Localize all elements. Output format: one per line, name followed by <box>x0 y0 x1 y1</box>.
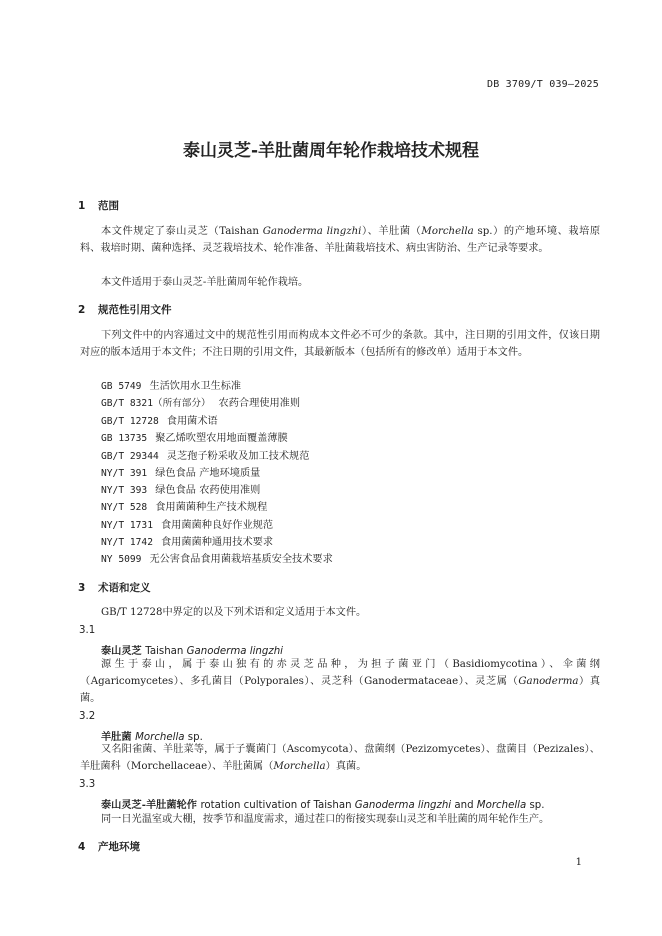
clause-number: 3.2 <box>79 711 96 722</box>
page-number: 1 <box>575 857 582 868</box>
applicability-paragraph: 本文件适用于泰山灵芝-羊肚菌周年轮作栽培。 <box>101 277 309 288</box>
term-definition: 又名阳雀菌、羊肚菜等，属于子囊菌门（Ascomycota）、盘菌纲（Pezizomycetes）、盘菌目（Pezizales）、羊肚菌科（Morchellaceae）、羊肚菌属（Morchella）真菌。 <box>80 744 600 772</box>
normative-references-intro: 下列文件中的内容通过文中的规范性引用而构成本文件必不可少的条款。其中，注日期的引用文件，仅该日期对应的版本适用于本文件；不注日期的引用文件，其最新版本（包括所有的修改单）适用于本文件。 <box>80 330 600 358</box>
reference-item: GB/T 29344 灵芝孢子粉采收及加工技术规范 <box>101 451 310 462</box>
section-heading-4: 4 产地环境 <box>78 841 140 853</box>
reference-item: NY/T 1731 食用菌菌种良好作业规范 <box>101 520 274 531</box>
section-heading-1: 1 范围 <box>78 200 119 212</box>
reference-item: GB 5749 生活饮用水卫生标准 <box>101 381 242 392</box>
term-title: 羊肚菌 Morchella sp. <box>101 731 203 743</box>
reference-item: GB 13735 聚乙烯吹塑农用地面覆盖薄膜 <box>101 433 288 444</box>
term-title: 泰山灵芝-羊肚菌轮作 rotation cultivation of Taishan Ganoderma lingzhi and Morchella sp. <box>101 799 545 811</box>
term-definition: 源生于泰山，属于泰山独有的赤灵芝品种，为担子菌亚门（Basidiomycotina）、伞菌纲（Agaricomycetes）、多孔菌目（Polyporales）、灵芝科（Ganodermataceae）、灵芝属（Ganoderma）真菌。 <box>80 659 601 704</box>
reference-item: NY/T 393 绿色食品 农药使用准则 <box>101 485 261 496</box>
page-title: 泰山灵芝-羊肚菌周年轮作栽培技术规程 <box>182 141 480 161</box>
clause-number: 3.3 <box>79 779 96 790</box>
reference-item: NY 5099 无公害食品食用菌栽培基质安全技术要求 <box>101 554 333 565</box>
reference-item: GB/T 12728 食用菌术语 <box>101 416 218 427</box>
scope-paragraph: 本文件规定了泰山灵芝（Taishan Ganoderma lingzhi）、羊肚菌（Morchella sp.）的产地环境、栽培原料、栽培时期、菌种选择、灵芝栽培技术、轮作准备、羊肚菌栽培技术、病虫害防治、生产记录等要求。 <box>80 226 600 254</box>
term-definition: 同一日光温室或大棚，按季节和温度需求，通过茬口的衔接实现泰山灵芝和羊肚菌的周年轮作生产。 <box>101 814 550 825</box>
reference-item: GB/T 8321（所有部分） 农药合理使用准则 <box>101 398 301 409</box>
terms-intro: GB/T 12728中界定的以及下列术语和定义适用于本文件。 <box>101 607 367 618</box>
standard-code: DB 3709/T 039—2025 <box>487 79 599 90</box>
reference-item: NY/T 1742 食用菌菌种通用技术要求 <box>101 537 274 548</box>
clause-number: 3.1 <box>79 625 96 636</box>
reference-item: NY/T 391 绿色食品 产地环境质量 <box>101 468 261 479</box>
term-title: 泰山灵芝 Taishan Ganoderma lingzhi <box>101 645 283 657</box>
section-heading-2: 2 规范性引用文件 <box>78 304 172 316</box>
reference-item: NY/T 528 食用菌菌种生产技术规程 <box>101 502 268 513</box>
section-heading-3: 3 术语和定义 <box>78 582 151 594</box>
